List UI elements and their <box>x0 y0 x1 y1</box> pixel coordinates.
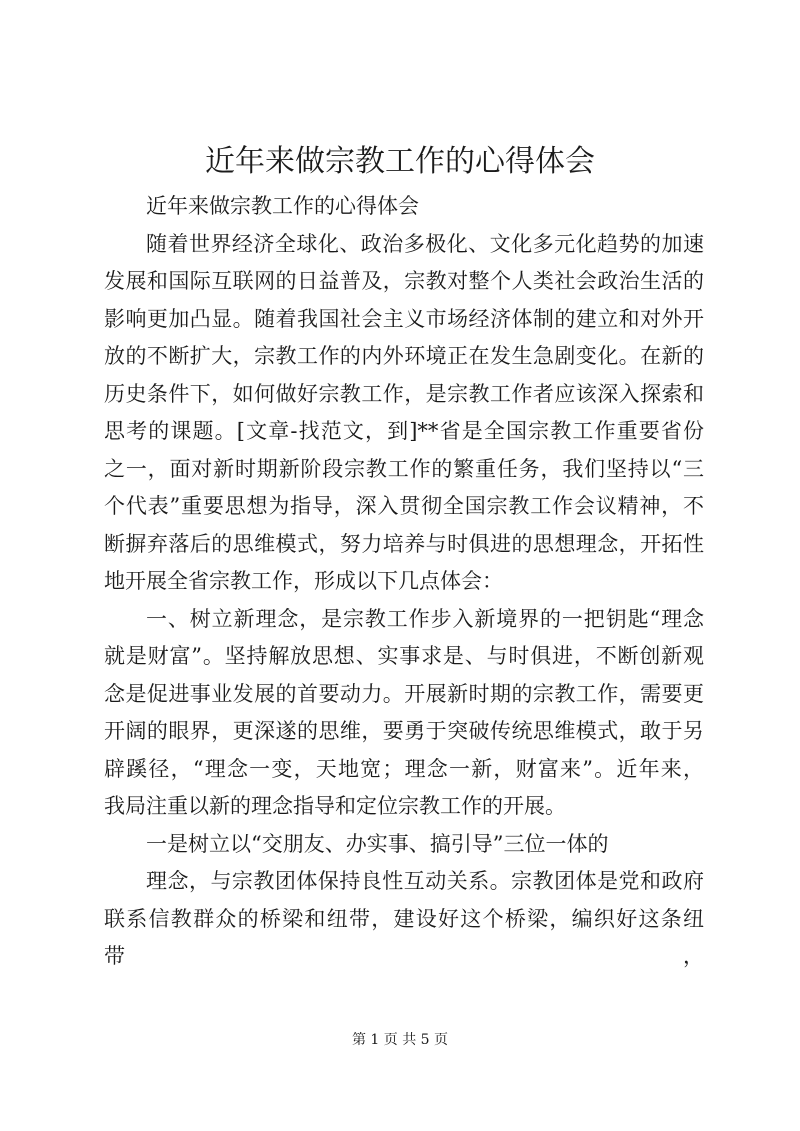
body-line: 思考的课题。[文章-找范文，到]**省是全国宗教工作重要省份 <box>104 419 704 443</box>
document-body <box>104 188 704 976</box>
body-line: 开阔的眼界，更深遂的思维，要勇于突破传统思维模式，敢于另 <box>104 719 704 743</box>
body-line: 我局注重以新的理念指导和定位宗教工作的开展。 <box>104 794 566 818</box>
body-line: 发展和国际互联网的日益普及，宗教对整个人类社会政治生活的 <box>104 269 704 293</box>
body-line: 联系信教群众的桥梁和纽带，建设好这个桥梁，编织好这条纽带， <box>104 906 704 968</box>
body-line: 一是树立以“交朋友、办实事、搞引导”三位一体的 <box>146 831 609 856</box>
body-line: 影响更加凸显。随着我国社会主义市场经济体制的建立和对外开 <box>104 306 704 331</box>
document-title: 近年来做宗教工作的心得体会 <box>205 144 595 179</box>
body-line: 近年来做宗教工作的心得体会 <box>146 194 419 218</box>
body-line: 随着世界经济全球化、政治多极化、文化多元化趋势的加速 <box>146 231 704 256</box>
body-line: 辟蹊径，“理念一变，天地宽；理念一新，财富来”。近年来， <box>104 756 704 781</box>
body-line: 地开展全省宗教工作，形成以下几点体会： <box>104 569 503 593</box>
body-line: 就是财富”。坚持解放思想、实事求是、与时俱进，不断创新观 <box>104 644 704 668</box>
body-line: 之一，面对新时期新阶段宗教工作的繁重任务，我们坚持以“三 <box>104 456 704 481</box>
body-line: 个代表”重要思想为指导，深入贯彻全国宗教工作会议精神，不 <box>104 494 704 518</box>
body-line: 念是促进事业发展的首要动力。开展新时期的宗教工作，需要更 <box>104 681 704 706</box>
body-line: 历史条件下，如何做好宗教工作，是宗教工作者应该深入探索和 <box>104 381 704 406</box>
body-line: 放的不断扩大，宗教工作的内外环境正在发生急剧变化。在新的 <box>104 344 704 368</box>
page-footer: 第 1 页 共 5 页 <box>351 1032 449 1048</box>
body-line: 理念，与宗教团体保持良性互动关系。宗教团体是党和政府 <box>146 869 704 893</box>
body-line: 断摒弃落后的思维模式，努力培养与时俱进的思想理念，开拓性 <box>104 531 704 556</box>
body-line: 一、树立新理念，是宗教工作步入新境界的一把钥匙“理念 <box>146 606 704 631</box>
